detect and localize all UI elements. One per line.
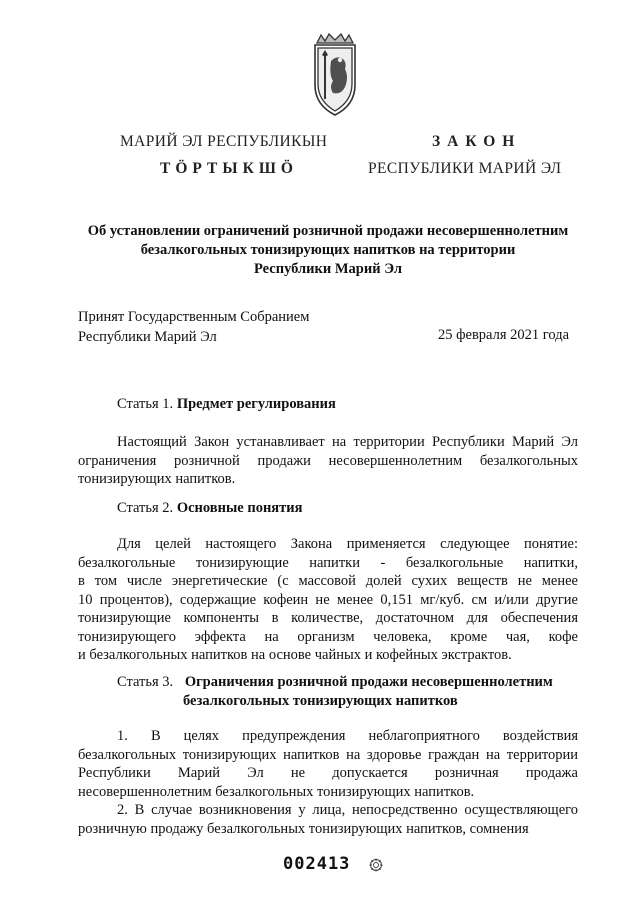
header-left-line2: ТӦРТЫКШӦ [160, 160, 298, 177]
article1-line: тонизирующих напитков. [78, 471, 236, 487]
adoption-line2: Республики Марий Эл [78, 329, 217, 345]
article2-label: Статья 2. [117, 500, 174, 516]
adoption-date: 25 февраля 2021 года [438, 327, 570, 343]
article3-title-line2: безалкогольных тонизирующих напитков [183, 693, 458, 709]
law-title-line2: безалкогольных тонизирующих напитков на территории [140, 242, 516, 258]
header-right-line1: ЗАКОН [432, 133, 522, 150]
law-title-line3: Республики Марий Эл [254, 261, 402, 277]
article2-paragraph [78, 535, 578, 665]
document-number: 002413 [283, 854, 351, 874]
article3-line: 1. В целях предупреждения неблагоприятного воздействия [117, 728, 578, 744]
article2-line: тонизирующие компоненты в количестве, достаточном для обеспечения [78, 610, 578, 626]
article3-line: 2. В случае возникновения у лица, непосредственно осуществляющего [117, 802, 578, 818]
law-title [70, 222, 586, 279]
article2-line: и безалкогольных напитков на основе чайных и кофейных экстрактов. [78, 647, 512, 663]
article2-line: безалкогольные тонизирующие напитки - безалкогольные напитки, [78, 554, 578, 571]
article3-line: несовершеннолетним безалкогольных тонизирующих напитков. [78, 783, 475, 800]
article3-heading [117, 673, 553, 711]
article1-heading [117, 396, 336, 413]
article2-line: 10 процентов), содержащие кофеин не менее 0,151 мг/куб. см и/или другие [78, 591, 578, 608]
article1-line: Настоящий Закон устанавливает на территории Республики Марий Эл [117, 434, 578, 450]
article1-paragraph [78, 433, 578, 489]
article3-title-line1: Ограничения розничной продажи несовершеннолетним [184, 674, 553, 690]
article2-title: Основные понятия [176, 500, 303, 516]
article3-label: Статья 3. [117, 674, 174, 690]
article1-line: ограничения розничной продажи несовершеннолетним безалкогольных [78, 452, 578, 469]
article3-line: безалкогольных тонизирующих напитков на здоровье граждан на территории [78, 746, 578, 763]
article1-label: Статья 1. [117, 396, 174, 412]
header-left-line1: МАРИЙ ЭЛ РЕСПУБЛИКЫН [120, 133, 328, 150]
law-title-line1: Об установлении ограничений розничной продажи несовершеннолетним [87, 223, 569, 239]
article3-paragraph [78, 727, 578, 838]
security-mark-icon [369, 858, 383, 872]
article3-line: Республики Марий Эл не допускается розничная продажа [78, 765, 578, 781]
article1-title: Предмет регулирования [176, 396, 336, 412]
article2-heading [117, 500, 302, 517]
adoption-block [78, 307, 309, 347]
header-right-line2: РЕСПУБЛИКИ МАРИЙ ЭЛ [368, 160, 562, 177]
article2-line: тонизирующего эффекта на организм человека, кроме чая, кофе [78, 628, 578, 645]
adoption-line1: Принят Государственным Собранием [78, 309, 310, 325]
article2-line: Для целей настоящего Закона применяется следующее понятие: [117, 536, 578, 552]
coat-of-arms-emblem [303, 33, 367, 117]
article2-line: в том числе энергетические (с массовой долей сухих веществ не менее [78, 573, 578, 589]
article3-line: розничную продажу безалкогольных тонизирующих напитков, сомнения [78, 820, 529, 837]
